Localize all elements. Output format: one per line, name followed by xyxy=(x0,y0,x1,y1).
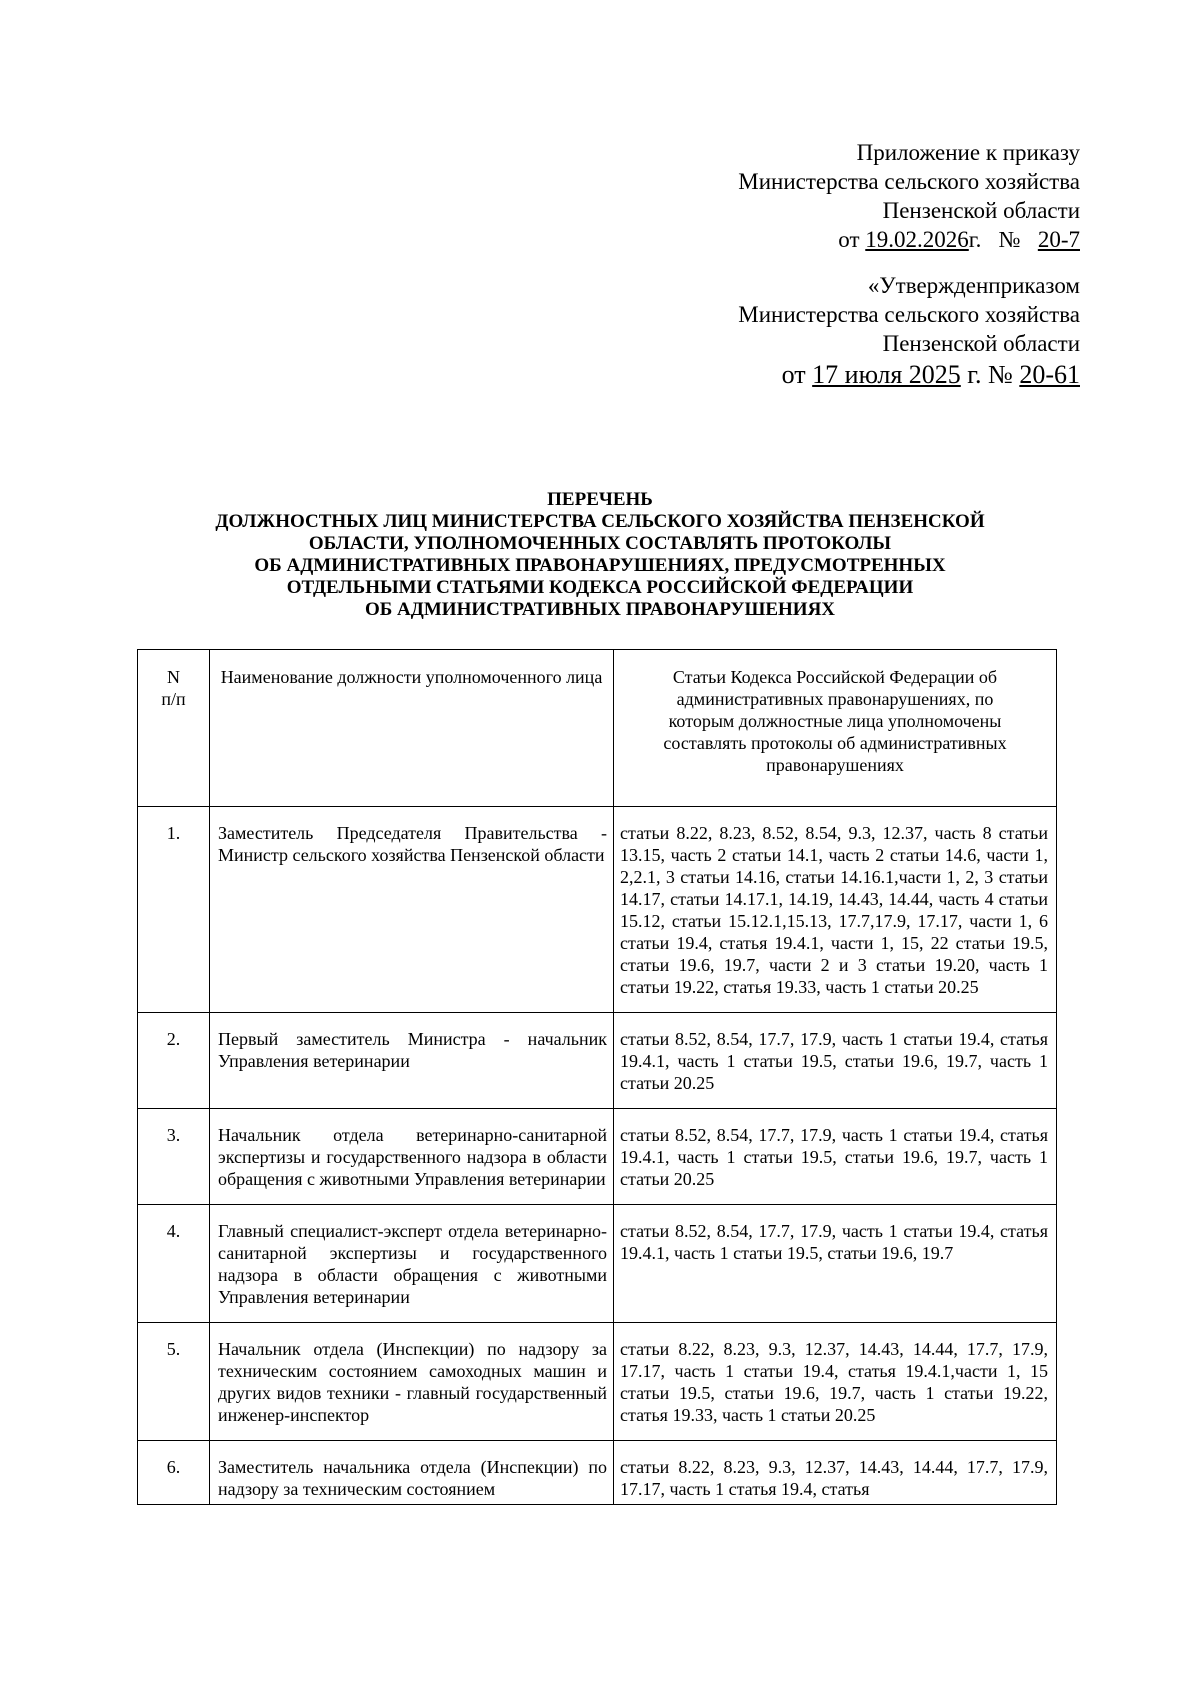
table-header-row xyxy=(138,650,1057,807)
table-row xyxy=(138,1323,1057,1441)
row-articles: статьи 8.22, 8.23, 9.3, 12.37, 14.43, 14.44, 17.7, 17.9, 17.17, часть 1 статьи 19.4, статья 19.4.1,части 1, 15 статьи 19.5, статьи 19.6, 19.7, часть 1 статьи 19.22, статья 19.33, часть 1 статьи 20.25 xyxy=(614,1323,1057,1441)
officials-table xyxy=(137,649,1057,1505)
row-number: 6. xyxy=(138,1441,210,1505)
row-number: 2. xyxy=(138,1013,210,1109)
approved-block xyxy=(738,271,1080,392)
appendix-no: № xyxy=(998,227,1021,252)
appendix-line-3: Пензенской области xyxy=(882,198,1080,223)
header-number xyxy=(138,650,210,807)
title-line-3: ОБЛАСТИ, УПОЛНОМОЧЕННЫХ СОСТАВЛЯТЬ ПРОТОКОЛЫ xyxy=(308,533,892,554)
approved-number: 20-61 xyxy=(1019,360,1080,389)
row-position: Заместитель Председателя Правительства - Министр сельского хозяйства Пензенской области xyxy=(210,807,614,1013)
row-articles: статьи 8.52, 8.54, 17.7, 17.9, часть 1 статьи 19.4, статья 19.4.1, часть 1 статьи 19.5, статьи 19.6, 19.7, часть 1 статьи 20.25 xyxy=(614,1013,1057,1109)
row-articles: статьи 8.22, 8.23, 9.3, 12.37, 14.43, 14.44, 17.7, 17.9, 17.17, часть 1 статья 19.4, статья xyxy=(614,1441,1057,1505)
appendix-g: г. xyxy=(968,227,982,252)
header-number-line-1: N xyxy=(167,667,180,687)
table-row xyxy=(138,807,1057,1013)
row-articles: статьи 8.52, 8.54, 17.7, 17.9, часть 1 статьи 19.4, статья 19.4.1, часть 1 статьи 19.5, статьи 19.6, 19.7 xyxy=(614,1205,1057,1323)
document-title xyxy=(0,489,1200,621)
row-position: Заместитель начальника отдела (Инспекции) по надзору за техническим состоянием xyxy=(210,1441,614,1505)
row-position: Первый заместитель Министра - начальник Управления ветеринарии xyxy=(210,1013,614,1109)
approved-line-3: Пензенской области xyxy=(882,331,1080,356)
row-position: Начальник отдела ветеринарно-санитарной экспертизы и государственного надзора в области обращения с животными Управления ветеринарии xyxy=(210,1109,614,1205)
appendix-block xyxy=(738,138,1080,254)
appendix-from: от xyxy=(838,227,860,252)
row-number: 3. xyxy=(138,1109,210,1205)
row-articles: статьи 8.52, 8.54, 17.7, 17.9, часть 1 статьи 19.4, статья 19.4.1, часть 1 статьи 19.5, статьи 19.6, 19.7, часть 1 статьи 20.25 xyxy=(614,1109,1057,1205)
approved-line-1: «Утвержденприказом xyxy=(867,273,1080,298)
table-row xyxy=(138,1013,1057,1109)
appendix-line-1: Приложение к приказу xyxy=(856,140,1080,165)
row-number: 4. xyxy=(138,1205,210,1323)
appendix-date: 19.02.2026 xyxy=(865,227,969,252)
title-line-1: ПЕРЕЧЕНЬ xyxy=(547,489,653,510)
header-number-line-2: п/п xyxy=(161,689,186,709)
approved-date-line xyxy=(738,358,1080,392)
table-row xyxy=(138,1205,1057,1323)
row-number: 5. xyxy=(138,1323,210,1441)
table-row xyxy=(138,1109,1057,1205)
table-row xyxy=(138,1441,1057,1505)
row-articles: статьи 8.22, 8.23, 8.52, 8.54, 9.3, 12.37, часть 8 статьи 13.15, часть 2 статьи 14.1, часть 2 статьи 14.6, части 1, 2,2.1, 3 статьи 14.16, статьи 14.16.1,части 1, 2, 3 статьи 14.17, статьи 14.17.1, 14.19, 14.43, 14.44, часть 4 статьи 15.12, статьи 15.12.1,15.13, 17.7,17.9, 17.17, части 1, 6 статьи 19.4, статья 19.4.1, части 1, 15, 22 статьи 19.5, статьи 19.6, 19.7, части 2 и 3 статьи 19.20, часть 1 статьи 19.22, статья 19.33, часть 1 статьи 20.25 xyxy=(614,807,1057,1013)
row-position: Главный специалист-эксперт отдела ветеринарно-санитарной экспертизы и государственного надзора в области обращения с животными Управления ветеринарии xyxy=(210,1205,614,1323)
approved-from: от xyxy=(781,360,806,389)
approved-line-2: Министерства сельского хозяйства xyxy=(738,302,1080,327)
row-number: 1. xyxy=(138,807,210,1013)
appendix-date-line xyxy=(738,225,1080,254)
title-line-4: ОБ АДМИНИСТРАТИВНЫХ ПРАВОНАРУШЕНИЯХ, ПРЕДУСМОТРЕННЫХ xyxy=(254,555,946,576)
appendix-number: 20-7 xyxy=(1037,227,1080,252)
header-position: Наименование должности уполномоченного лица xyxy=(210,650,614,807)
title-line-2: ДОЛЖНОСТНЫХ ЛИЦ МИНИСТЕРСТВА СЕЛЬСКОГО ХОЗЯЙСТВА ПЕНЗЕНСКОЙ xyxy=(215,511,985,532)
appendix-line-2: Министерства сельского хозяйства xyxy=(738,169,1080,194)
approved-date: 17 июля 2025 xyxy=(812,360,961,389)
title-line-5: ОТДЕЛЬНЫМИ СТАТЬЯМИ КОДЕКСА РОССИЙСКОЙ ФЕДЕРАЦИИ xyxy=(286,577,914,598)
title-line-6: ОБ АДМИНИСТРАТИВНЫХ ПРАВОНАРУШЕНИЯХ xyxy=(364,599,836,620)
approved-g-no: г. № xyxy=(967,360,1013,389)
header-articles: Статьи Кодекса Российской Федерации об административных правонарушениях, по которым должностные лица уполномочены составлять протоколы об административных правонарушениях xyxy=(614,650,1057,807)
row-position: Начальник отдела (Инспекции) по надзору за техническим состоянием самоходных машин и других видов техники - главный государственный инженер-инспектор xyxy=(210,1323,614,1441)
